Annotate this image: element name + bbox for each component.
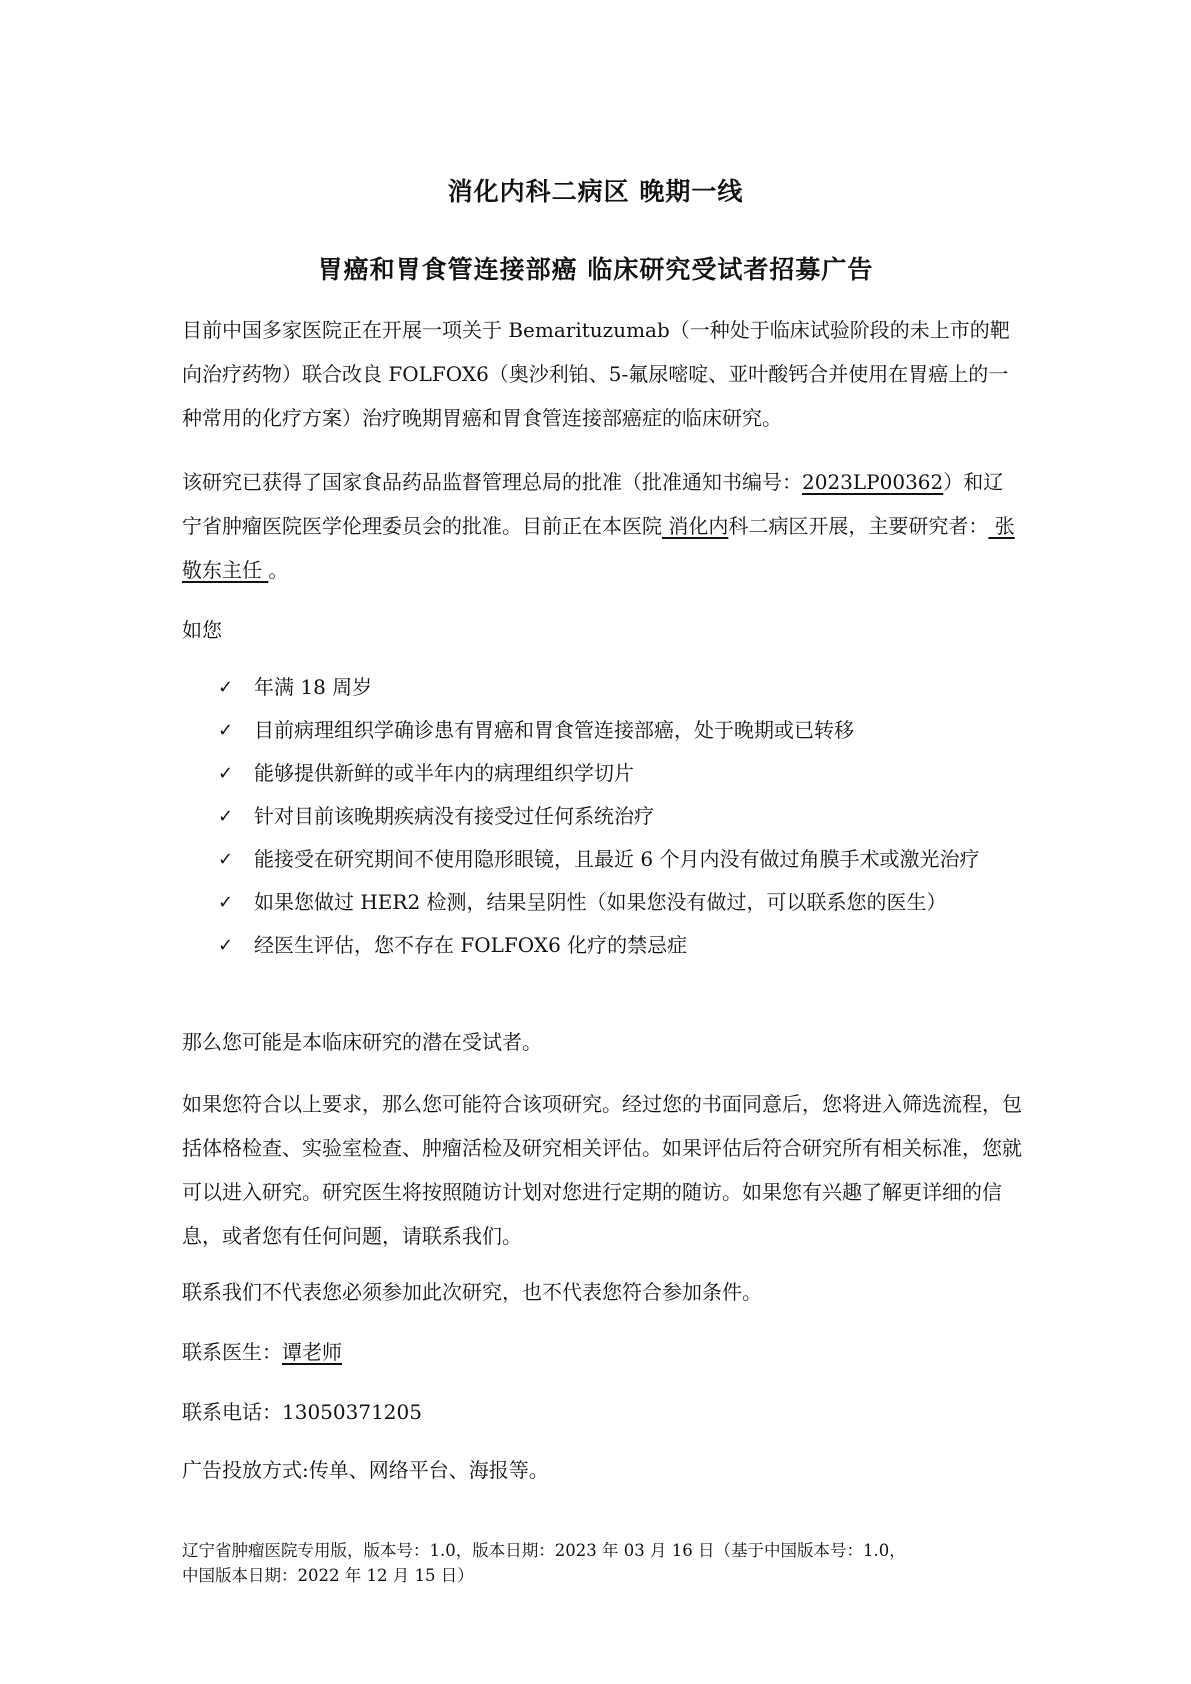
approval-text-2: ）和辽宁省肿瘤医院医学伦理委员会的批准。目前正在本医院 [182,470,1004,538]
criteria-text: 年满 18 周岁 [254,675,373,699]
contact-doctor [182,1330,1022,1374]
criteria-item [218,752,1028,795]
checkmark-icon: ✓ [218,892,234,913]
footer-line1: 辽宁省肿瘤医院专用版，版本号：1.0，版本日期：2023 年 03 月 16 日（基于中国版本号：1.0， [182,1541,906,1560]
principal-investigator: 张敬东主任 [182,514,1015,582]
checkmark-icon: ✓ [218,720,234,741]
criteria-item [218,709,1028,752]
eligibility-criteria-list [218,666,1028,967]
criteria-item [218,666,1028,709]
criteria-item [218,924,1028,967]
approval-text-end: 。 [268,558,289,582]
document-title-line2: 胃癌和胃食管连接部癌 临床研究受试者招募广告 [317,255,874,284]
contact-doctor-name: 谭老师 [282,1340,342,1364]
criteria-text: 如果您做过 HER2 检测，结果呈阴性（如果您没有做过，可以联系您的医生） [254,890,947,914]
potential-subject-statement: 那么您可能是本临床研究的潜在受试者。 [182,1030,542,1054]
approval-paragraph [182,460,1022,592]
contact-phone [182,1390,1022,1434]
criteria-text: 能够提供新鲜的或半年内的病理组织学切片 [254,761,634,785]
checkmark-icon: ✓ [218,806,234,827]
disclaimer-paragraph: 联系我们不代表您必须参加此次研究，也不代表您符合参加条件。 [182,1280,762,1304]
criteria-item [218,795,1028,838]
intro-paragraph: 目前中国多家医院正在开展一项关于 Bemarituzumab（一种处于临床试验阶段的未上市的靶向治疗药物）联合改良 FOLFOX6（奥沙利铂、5-氟尿嘧啶、亚叶酸钙合并使用在胃癌上的一种常用的化疗方案）治疗晚期胃癌和胃食管连接部癌症的临床研究。 [182,318,1010,430]
version-footer [182,1538,1042,1588]
contact-phone-label: 联系电话： [182,1400,282,1424]
document-title-line1: 消化内科二病区 晚期一线 [447,177,744,206]
approval-number: 2023LP00362 [802,470,944,494]
checkmark-icon: ✓ [218,935,234,956]
footer-line2: 中国版本日期：2022 年 12 月 15 日） [182,1566,474,1585]
criteria-text: 能接受在研究期间不使用隐形眼镜，且最近 6 个月内没有做过角膜手术或激光治疗 [254,847,980,871]
checkmark-icon: ✓ [218,763,234,784]
contact-phone-number: 13050371205 [282,1400,422,1424]
approval-text-3: 科二病区开展，主要研究者： [728,514,989,538]
criteria-item [218,881,1028,924]
criteria-text: 目前病理组织学确诊患有胃癌和胃食管连接部癌，处于晚期或已转移 [254,718,854,742]
checkmark-icon: ✓ [218,849,234,870]
criteria-item [218,838,1028,881]
approval-text-1: 该研究已获得了国家食品药品监督管理总局的批准（批准通知书编号： [182,470,802,494]
ad-methods: 广告投放方式:传单、网络平台、海报等。 [182,1458,549,1482]
criteria-text: 经医生评估，您不存在 FOLFOX6 化疗的禁忌症 [254,933,688,957]
department-name: 消化内 [662,514,729,538]
criteria-text: 针对目前该晚期疾病没有接受过任何系统治疗 [254,804,654,828]
contact-doctor-label: 联系医生： [182,1340,282,1364]
if-you-label: 如您 [182,618,222,642]
process-paragraph: 如果您符合以上要求，那么您可能符合该项研究。经过您的书面同意后，您将进入筛选流程，包括体格检查、实验室检查、肿瘤活检及研究相关评估。如果评估后符合研究所有相关标准，您就可以进入研究。研究医生将按照随访计划对您进行定期的随访。如果您有兴趣了解更详细的信息，或者您有任何问题，请联系我们。 [182,1092,1022,1248]
checkmark-icon: ✓ [218,677,234,698]
